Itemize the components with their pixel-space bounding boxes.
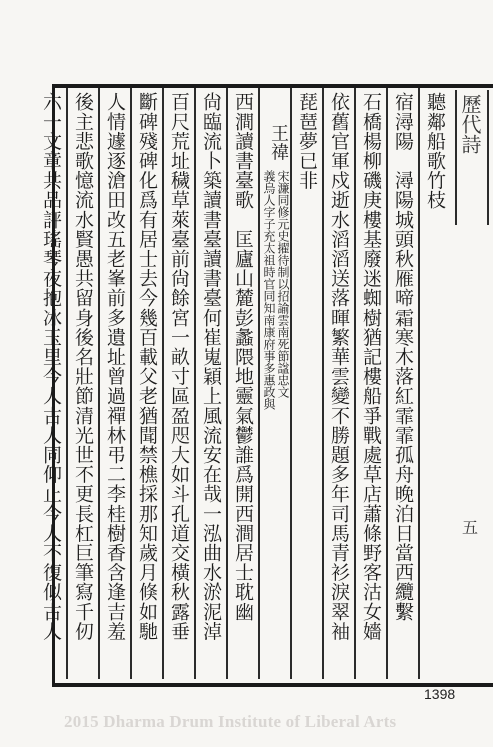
column-rule xyxy=(290,88,292,679)
margin-section-number: 五 xyxy=(462,518,479,537)
column-rule xyxy=(258,88,260,679)
text-column: 百尺荒址穢草萊臺前尙餘宮一畝寸區盈咫大如斗孔道交橫秋露垂 xyxy=(168,92,190,641)
text-column: 宿潯陽 潯陽城頭秋雁啼霜寒木落紅霏霏孤舟晚泊日當西纜繫 xyxy=(392,92,414,622)
column-rule xyxy=(194,88,196,679)
text-column: 石橋楊柳磯庚樓基廢迷蜘樹猶記樓船爭戰處草店蕭條野客沽女嬙 xyxy=(360,92,382,641)
text-column: 聽鄰船歌竹枝 xyxy=(424,92,446,210)
column-rule xyxy=(130,88,132,679)
author-name: 王禕 xyxy=(268,124,289,162)
column-rule xyxy=(66,88,68,679)
text-column: 後主悲歌憶流水賢愚共留身後名壯節清光世不更長杠巨筆寫千仞 xyxy=(72,92,94,641)
text-column: 琵琶夢已非 xyxy=(296,92,318,190)
text-column: 斷碑殘碑化爲有居士去今幾百載父老猶聞禁樵採那知歲月倏如馳 xyxy=(136,92,158,641)
column-rule xyxy=(354,88,356,679)
column-rule xyxy=(322,88,324,679)
column-rule xyxy=(162,88,164,679)
page-number: 1398 xyxy=(424,686,456,702)
author-note-right: 宋濂同修元史擢待制以招諭雲南死節諡忠文 xyxy=(276,170,290,398)
text-column: 六一文章共品評瑤琴夜抱冰玉里今人古人同仰止今人不復似古人 xyxy=(40,92,62,641)
text-column: 依舊官軍戍逝水滔滔送落暉繁華雲變不勝題多年司馬青衫淚翠袖 xyxy=(328,92,350,641)
margin-title: 歷代詩 xyxy=(458,94,482,154)
watermark: 2015 Dharma Drum Institute of Liberal Arts xyxy=(64,712,397,731)
column-rule xyxy=(226,88,228,679)
author-note-left: 義烏人字子充太祖時官同知南康府事多惠政與 xyxy=(262,170,276,410)
column-rule xyxy=(418,88,420,679)
column-rule xyxy=(98,88,100,679)
text-column: 西澗讀書臺歌 匡廬山麓彭蠡隈地靈氣鬱誰爲開西澗居士耽幽 xyxy=(232,92,254,622)
text-column: 尙臨流卜築讀書臺讀書臺何崔嵬穎上風流安在哉一泓曲水淤泥淖 xyxy=(200,92,222,641)
text-column: 人情遽逐滄田改五老峯前多遺址曾過禪林弔二李桂樹香含逢吉羞 xyxy=(104,92,126,641)
column-rule xyxy=(386,88,388,679)
